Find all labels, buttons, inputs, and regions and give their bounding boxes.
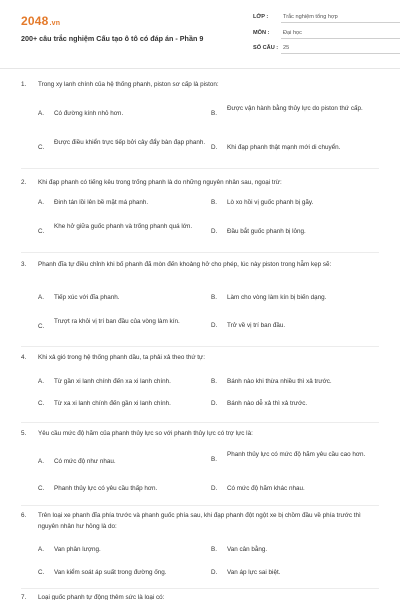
question-number: 6.	[21, 512, 27, 519]
logo-ext: .vn	[49, 20, 61, 27]
option-text: Phanh thủy lực có mức độ hãm yêu cầu cao hơn.	[227, 451, 366, 458]
option-key: B.	[211, 378, 217, 385]
option-key: D.	[211, 569, 218, 576]
lop-underline	[281, 22, 400, 23]
option-key: C.	[38, 485, 45, 492]
logo[interactable]	[21, 14, 60, 28]
question-number: 5.	[21, 430, 27, 437]
option-text: Bánh nào dễ xả thì xả trước.	[227, 400, 308, 407]
option-key: C.	[38, 569, 45, 576]
question-text: Trên loại xe phanh đĩa phía trước và phanh guốc phía sau, khi đạp phanh đột ngột xe bị chồm đầu về phía trước thì nguyên nhân hư hỏng là do:	[38, 512, 361, 530]
header	[0, 0, 400, 68]
option-text: Trở về vị trí ban đầu.	[227, 322, 286, 329]
option-key: B.	[211, 110, 217, 117]
option-key: D.	[211, 228, 218, 235]
socau-underline	[281, 53, 400, 54]
divider	[21, 346, 379, 347]
option-text: Trượt ra khỏi vị trí ban đầu của vòng làm kín.	[54, 318, 180, 325]
option-text: Làm cho vòng làm kín bị biến dạng.	[227, 294, 327, 301]
option-key: C.	[38, 323, 45, 330]
option-text: Đinh tán lồi lên bề mặt má phanh.	[54, 199, 149, 206]
option-text: Van phân lượng.	[54, 546, 101, 553]
option-text: Tiếp xúc với đĩa phanh.	[54, 294, 120, 301]
option-key: A.	[38, 110, 44, 117]
lop-value: Trắc nghiệm tổng hợp	[283, 14, 338, 20]
option-text: Được điều khiển trực tiếp bởi cây đẩy bàn đạp phanh.	[54, 139, 206, 146]
question-text: Khi xả gió trong hệ thống phanh dầu, ta phải xả theo thứ tự:	[38, 354, 206, 361]
logo-text: 2048	[21, 14, 49, 28]
option-key: B.	[211, 456, 217, 463]
option-text: Van cân bằng.	[227, 546, 268, 553]
socau-value: 25	[283, 45, 290, 51]
question-text: Loại guốc phanh tự động thêm sức là loại có:	[38, 594, 165, 600]
option-key: A.	[38, 546, 44, 553]
question-number: 7.	[21, 594, 27, 600]
option-text: Lò xo hồi vị guốc phanh bị gãy.	[227, 199, 314, 206]
question-text: Khi đạp phanh có tiếng kêu trong trống phanh là do những nguyên nhân sau, ngoại trừ:	[38, 179, 282, 186]
option-key: A.	[38, 294, 44, 301]
option-key: B.	[211, 546, 217, 553]
mon-value: Đại học	[283, 30, 302, 36]
option-key: B.	[211, 294, 217, 301]
option-key: B.	[211, 199, 217, 206]
mon-label: MÔN :	[253, 30, 270, 36]
option-text: Khi đạp phanh thật mạnh mới di chuyển.	[227, 144, 341, 151]
option-text: Có mức độ hãm khác nhau.	[227, 485, 305, 492]
divider	[21, 588, 379, 589]
option-text: Có mức độ như nhau.	[54, 458, 116, 465]
option-text: Van kiểm soát áp suất trong đường ống.	[54, 569, 167, 576]
question-number: 1.	[21, 81, 27, 88]
divider	[21, 505, 379, 506]
option-text: Từ gần xi lanh chính đến xa xi lanh chính.	[54, 378, 171, 385]
question-number: 4.	[21, 354, 27, 361]
option-text: Van áp lực sai biệt.	[227, 569, 281, 576]
question-text: Phanh đĩa tự điều chỉnh khi bố phanh đã mòn đến khoảng hở cho phép, lúc này piston trong hẫm kẹp sẽ:	[38, 261, 332, 268]
option-text: Từ xa xi lanh chính đến gần xi lanh chính.	[54, 400, 171, 407]
option-key: D.	[211, 144, 218, 151]
question-number: 3.	[21, 261, 27, 268]
document-title: 200+ câu trắc nghiệm Cấu tạo ô tô có đáp án - Phần 9	[21, 34, 204, 43]
question-text: Trong xy lanh chính của hệ thống phanh, piston sơ cấp là piston:	[38, 81, 219, 88]
mon-underline	[281, 38, 400, 39]
option-text: Được vận hành bằng thủy lực do piston thứ cấp.	[227, 105, 363, 112]
question-text: Yêu cầu mức độ hãm của phanh thủy lực so với phanh thủy lực có trợ lực là:	[38, 430, 253, 437]
option-key: C.	[38, 400, 45, 407]
option-text: Phanh thủy lực có yêu cầu thấp hơn.	[54, 485, 158, 492]
divider	[21, 422, 379, 423]
option-key: C.	[38, 144, 45, 151]
question-number: 2.	[21, 179, 27, 186]
option-text: Bánh nào khi thừa nhiều thì xả trước.	[227, 378, 332, 385]
option-key: A.	[38, 378, 44, 385]
option-key: A.	[38, 199, 44, 206]
option-key: A.	[38, 458, 44, 465]
divider	[21, 252, 379, 253]
option-text: Có đường kính nhỏ hơn.	[54, 110, 124, 117]
option-text: Khe hở giữa guốc phanh và trống phanh quá lớn.	[54, 223, 193, 230]
divider	[21, 168, 379, 169]
option-key: C.	[38, 228, 45, 235]
lop-label: LỚP :	[253, 14, 269, 20]
header-divider	[0, 68, 400, 69]
option-text: Đầu bắt guốc phanh bị lỏng.	[227, 228, 306, 235]
option-key: D.	[211, 400, 218, 407]
socau-label: SỐ CÂU :	[253, 45, 279, 51]
option-key: D.	[211, 322, 218, 329]
option-key: D.	[211, 485, 218, 492]
